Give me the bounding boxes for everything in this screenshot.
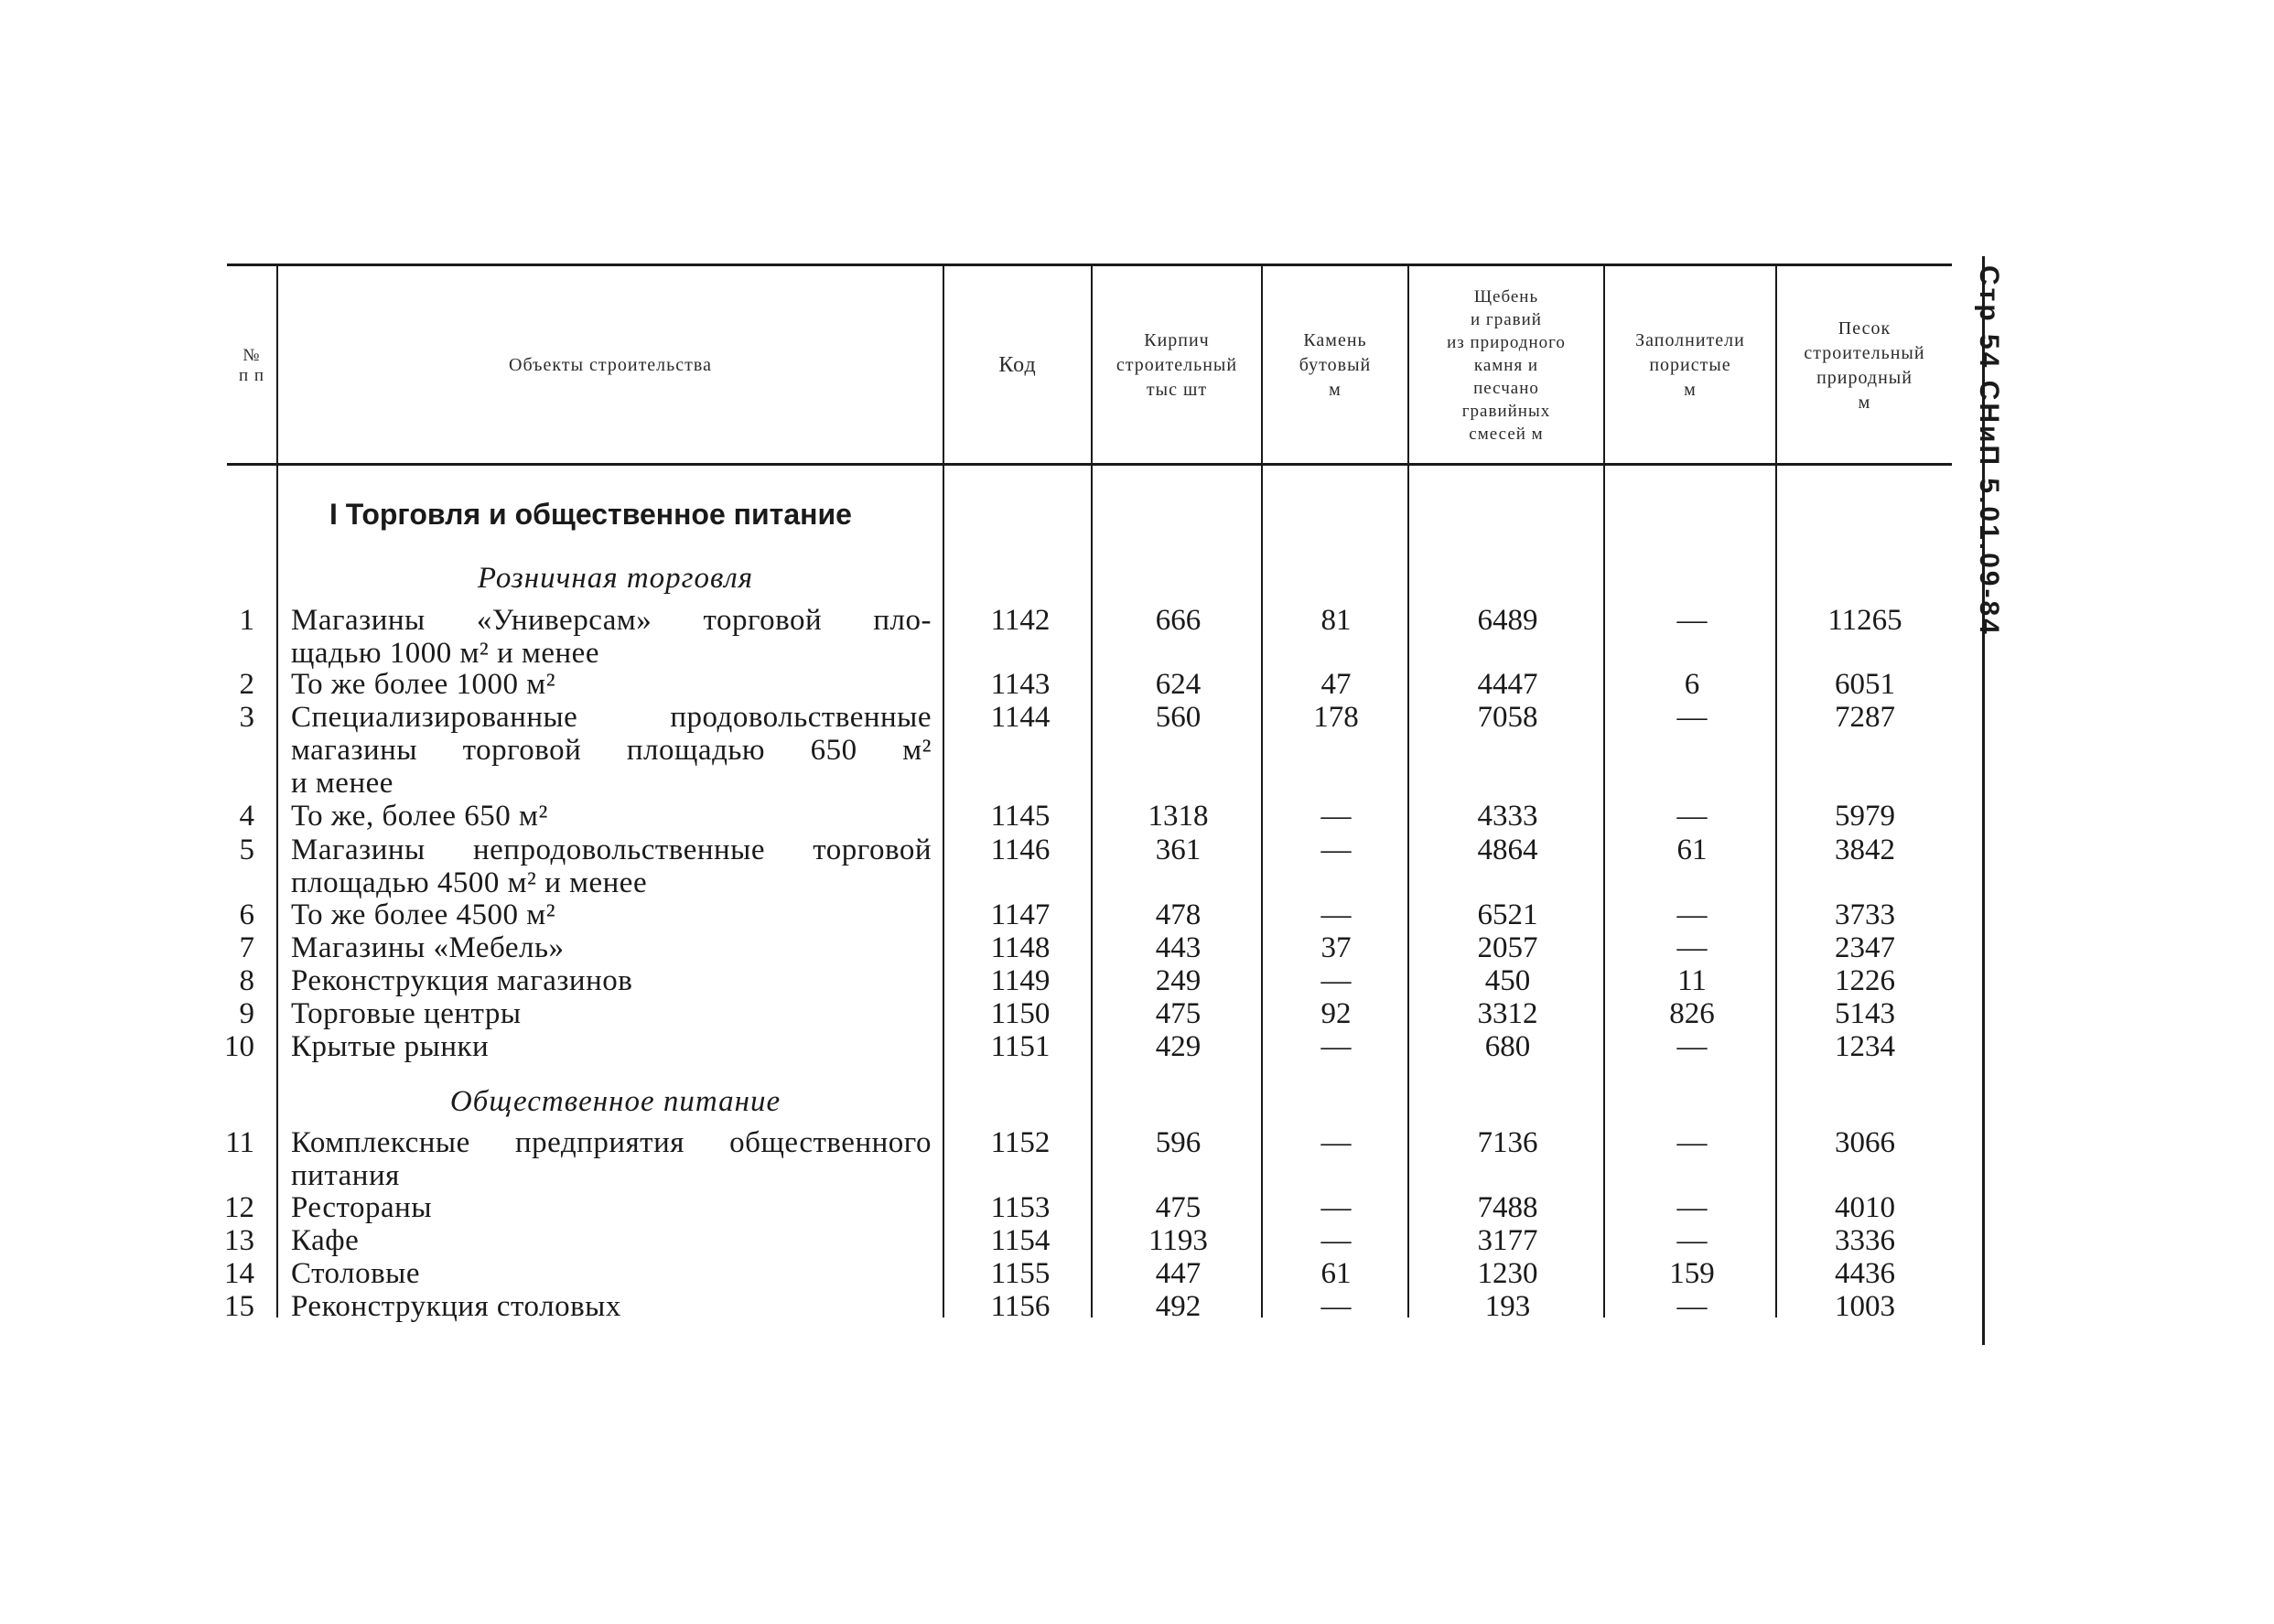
- section-title: I Торговля и общественное питание: [329, 498, 852, 531]
- object-name-line: Магазины «Мебель»: [291, 931, 565, 964]
- row-number: 14: [224, 1257, 254, 1290]
- rubble-stone-value: —: [1320, 1290, 1352, 1323]
- code-value: 1146: [990, 834, 1051, 866]
- crushed-stone-value: 7488: [1477, 1191, 1538, 1224]
- row-number: 13: [224, 1224, 254, 1257]
- sand-value: 3733: [1835, 898, 1895, 931]
- rubble-stone-value: 61: [1320, 1257, 1352, 1290]
- object-name-line: Кафе: [291, 1224, 360, 1257]
- row-number: 15: [224, 1290, 254, 1323]
- brick-value: 492: [1155, 1290, 1202, 1323]
- crushed-stone-value: 7058: [1477, 701, 1538, 734]
- code-value: 1143: [990, 668, 1051, 701]
- row-number: 2: [239, 668, 254, 701]
- porous-fillers-value: 159: [1669, 1257, 1715, 1290]
- sand-value: 3842: [1835, 834, 1895, 866]
- header-brick: Кирпич строительный тыс шт: [1115, 330, 1238, 400]
- porous-fillers-value: 11: [1677, 964, 1707, 997]
- brick-value: 475: [1155, 1191, 1202, 1224]
- header-crushed-stone: Щебень и гравий из природного камня и песчано гравийных смесей м: [1447, 287, 1566, 444]
- object-name-line: Реконструкция столовых: [291, 1290, 621, 1323]
- rubble-stone-value: 92: [1320, 997, 1352, 1030]
- crushed-stone-value: 2057: [1477, 931, 1538, 964]
- code-value: 1153: [990, 1191, 1051, 1224]
- rubble-stone-value: —: [1320, 1191, 1352, 1224]
- object-name-line: То же, более 650 м²: [291, 800, 548, 833]
- sand-value: 7287: [1835, 701, 1895, 734]
- sand-value: 1226: [1835, 964, 1895, 997]
- sand-value: 5143: [1835, 997, 1895, 1030]
- rubble-stone-value: —: [1320, 898, 1352, 931]
- porous-fillers-value: —: [1676, 1224, 1708, 1257]
- crushed-stone-value: 3312: [1477, 997, 1538, 1030]
- object-name-line: Реконструкция магазинов: [291, 964, 633, 997]
- crushed-stone-value: 6521: [1477, 898, 1538, 931]
- sand-value: 1003: [1835, 1290, 1895, 1323]
- rubble-stone-value: —: [1320, 834, 1352, 866]
- object-name-line: То же более 4500 м²: [291, 898, 556, 931]
- brick-value: 560: [1155, 701, 1202, 734]
- object-name-line: Специализированные продовольственные: [291, 701, 932, 734]
- brick-value: 447: [1155, 1257, 1202, 1290]
- header-porous-fillers: Заполнители пористые м: [1635, 330, 1745, 400]
- sand-value: 5979: [1835, 800, 1895, 833]
- row-number: 12: [224, 1191, 254, 1224]
- rubble-stone-value: —: [1320, 1030, 1352, 1063]
- porous-fillers-value: —: [1676, 604, 1708, 637]
- crushed-stone-value: 4447: [1477, 668, 1538, 701]
- row-number: 5: [239, 834, 254, 866]
- porous-fillers-value: —: [1676, 1126, 1708, 1159]
- object-name-line: Магазины «Универсам» торговой пло-: [291, 604, 932, 637]
- sand-value: 3336: [1835, 1224, 1895, 1257]
- row-number: 4: [239, 800, 254, 833]
- crushed-stone-value: 4333: [1477, 800, 1538, 833]
- header-sand: Песок строительный природный м: [1804, 317, 1925, 413]
- table-top-rule: [227, 263, 1952, 266]
- header-object: Объекты строительства: [509, 355, 712, 375]
- header-number: № п п: [238, 345, 265, 385]
- object-name-line: Столовые: [291, 1257, 420, 1290]
- code-value: 1145: [990, 800, 1051, 833]
- object-name-line: Торговые центры: [291, 997, 522, 1030]
- object-name-line: щадью 1000 м² и менее: [291, 637, 599, 670]
- sand-value: 1234: [1835, 1030, 1895, 1063]
- rubble-stone-value: —: [1320, 1224, 1352, 1257]
- row-number: 7: [239, 931, 254, 964]
- code-value: 1155: [990, 1257, 1051, 1290]
- brick-value: 1193: [1148, 1224, 1208, 1257]
- object-name-line: Рестораны: [291, 1191, 432, 1224]
- header-rubble-stone: Камень бутовый м: [1299, 330, 1372, 400]
- brick-value: 596: [1155, 1126, 1202, 1159]
- porous-fillers-value: —: [1676, 800, 1708, 833]
- row-number: 11: [225, 1126, 254, 1159]
- code-value: 1148: [990, 931, 1051, 964]
- row-number: 6: [239, 898, 254, 931]
- sand-value: 3066: [1835, 1126, 1895, 1159]
- brick-value: 475: [1155, 997, 1202, 1030]
- crushed-stone-value: 680: [1484, 1030, 1531, 1063]
- code-value: 1142: [990, 604, 1051, 637]
- object-name-line: Комплексные предприятия общественного: [291, 1126, 932, 1159]
- rubble-stone-value: —: [1320, 1126, 1352, 1159]
- code-value: 1144: [990, 701, 1051, 734]
- rubble-stone-value: 81: [1320, 604, 1352, 637]
- crushed-stone-value: 3177: [1477, 1224, 1538, 1257]
- crushed-stone-value: 6489: [1477, 604, 1538, 637]
- row-number: 3: [239, 701, 254, 734]
- porous-fillers-value: —: [1676, 701, 1708, 734]
- crushed-stone-value: 193: [1484, 1290, 1531, 1323]
- porous-fillers-value: 826: [1669, 997, 1715, 1030]
- row-number: 10: [224, 1030, 254, 1063]
- row-number: 9: [239, 997, 254, 1030]
- brick-value: 429: [1155, 1030, 1202, 1063]
- sand-value: 6051: [1835, 668, 1895, 701]
- brick-value: 1318: [1148, 800, 1209, 833]
- subhead-retail: Розничная торговля: [477, 562, 754, 595]
- object-name-line: площадью 4500 м² и менее: [291, 866, 648, 899]
- subhead-catering: Общественное питание: [449, 1085, 781, 1118]
- brick-value: 478: [1155, 898, 1202, 931]
- code-value: 1149: [990, 964, 1051, 997]
- porous-fillers-value: —: [1676, 931, 1708, 964]
- object-name-line: Магазины непродовольственные торговой: [291, 834, 932, 866]
- sand-value: 4010: [1835, 1191, 1895, 1224]
- sand-value: 4436: [1835, 1257, 1895, 1290]
- object-name-line: То же более 1000 м²: [291, 668, 556, 701]
- porous-fillers-value: —: [1676, 1290, 1708, 1323]
- rubble-stone-value: 178: [1313, 701, 1359, 734]
- brick-value: 249: [1155, 964, 1202, 997]
- brick-value: 443: [1155, 931, 1202, 964]
- sand-value: 11265: [1827, 604, 1902, 637]
- porous-fillers-value: —: [1676, 898, 1708, 931]
- row-number: 8: [239, 964, 254, 997]
- crushed-stone-value: 450: [1484, 964, 1531, 997]
- brick-value: 624: [1155, 668, 1202, 701]
- object-name-line: Крытые рынки: [291, 1030, 490, 1063]
- porous-fillers-value: 6: [1684, 668, 1700, 701]
- code-value: 1151: [990, 1030, 1051, 1063]
- row-number: 1: [239, 604, 254, 637]
- rubble-stone-value: 47: [1320, 668, 1352, 701]
- code-value: 1154: [990, 1224, 1051, 1257]
- header-code: Код: [998, 353, 1037, 377]
- brick-value: 666: [1155, 604, 1202, 637]
- rubble-stone-value: 37: [1320, 931, 1352, 964]
- code-value: 1147: [990, 898, 1051, 931]
- object-name-line: магазины торговой площадью 650 м²: [291, 734, 932, 767]
- brick-value: 361: [1155, 834, 1202, 866]
- code-value: 1152: [990, 1126, 1051, 1159]
- rubble-stone-value: —: [1320, 800, 1352, 833]
- porous-fillers-value: 61: [1676, 834, 1708, 866]
- crushed-stone-value: 1230: [1477, 1257, 1538, 1290]
- crushed-stone-value: 7136: [1477, 1126, 1538, 1159]
- object-name-line: питания: [291, 1159, 400, 1192]
- object-name-line: и менее: [291, 767, 393, 800]
- rubble-stone-value: —: [1320, 964, 1352, 997]
- code-value: 1150: [990, 997, 1051, 1030]
- crushed-stone-value: 4864: [1477, 834, 1538, 866]
- sand-value: 2347: [1835, 931, 1895, 964]
- porous-fillers-value: —: [1676, 1030, 1708, 1063]
- code-value: 1156: [990, 1290, 1051, 1323]
- porous-fillers-value: —: [1676, 1191, 1708, 1224]
- running-header: Стр 54 СНиП 5.01.09-84: [1974, 265, 2004, 637]
